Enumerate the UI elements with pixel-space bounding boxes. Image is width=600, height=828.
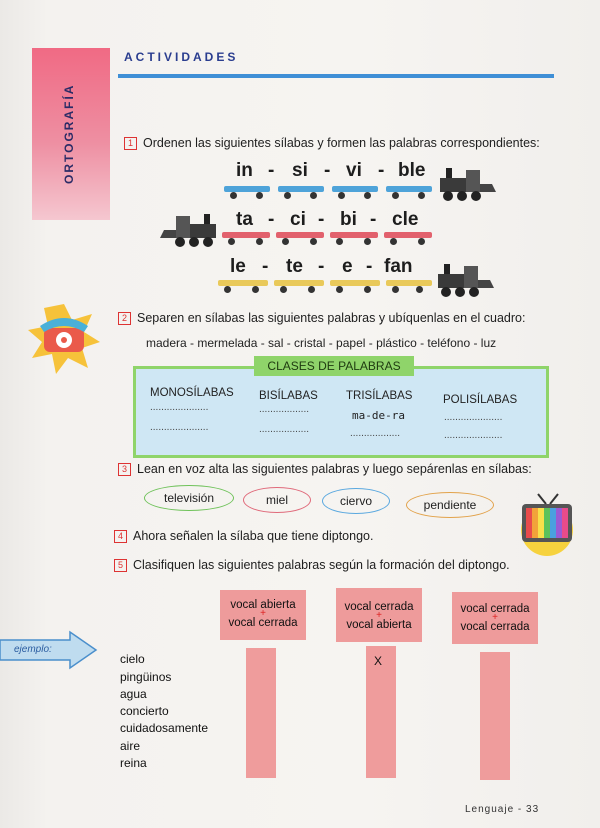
locomotive-icon — [434, 262, 500, 298]
answer-line[interactable]: .................. — [259, 404, 310, 415]
question-5 — [114, 558, 510, 572]
column-trisilabas: TRISÍLABAS — [346, 390, 413, 402]
category-3-top: vocal cerrada — [460, 603, 530, 615]
list-item: agua — [120, 687, 147, 701]
category-column — [480, 652, 510, 780]
category-1-bottom: vocal cerrada — [228, 617, 298, 629]
word-oval: pendiente — [406, 492, 494, 518]
plus-sign: + — [376, 610, 382, 621]
answer-line[interactable]: .................. — [350, 428, 401, 439]
television-icon — [512, 488, 582, 558]
category-3-bottom: vocal cerrada — [460, 621, 530, 633]
train-2-syllable-1: ta — [236, 209, 253, 230]
list-item: pingüinos — [120, 670, 172, 684]
train-3-dash-3: - — [366, 256, 373, 277]
train-2-dash-2: - — [318, 209, 325, 230]
column-polisilabas: POLISÍLABAS — [443, 394, 518, 406]
list-item: aire — [120, 739, 141, 753]
list-item: cielo — [120, 652, 145, 666]
train-1-syllable-3: vi — [346, 160, 362, 181]
answer-line[interactable]: .................. — [259, 424, 310, 435]
category-1-top: vocal abierta — [230, 599, 296, 611]
answer-line[interactable]: ..................... — [150, 422, 209, 433]
example-label: ejemplo: — [14, 644, 52, 655]
word-oval: televisión — [144, 485, 234, 511]
train-2-dash-1: - — [268, 209, 275, 230]
train-1-syllable-4: ble — [398, 160, 426, 181]
category-box-3 — [452, 592, 538, 644]
question-4 — [114, 529, 373, 543]
train-1-syllable-2: si — [292, 160, 308, 181]
train-1-dash-3: - — [378, 160, 385, 181]
train-3-syllable-3: e — [342, 256, 353, 277]
question-3-number: 3 — [118, 463, 131, 476]
train-1-syllable-1: in — [236, 160, 253, 181]
category-2-top: vocal cerrada — [344, 601, 414, 613]
train-car — [218, 280, 268, 286]
train-3 — [0, 0, 600, 320]
question-2-word-list: madera - mermelada - sal - cristal - papel - plástico - teléfono - luz — [146, 336, 497, 350]
telephone-icon — [26, 302, 102, 376]
section-tab-label: ORTOGRAFÍA — [62, 83, 76, 185]
list-item: cuidadosamente — [120, 721, 209, 735]
train-3-syllable-2: te — [286, 256, 303, 277]
word-oval: miel — [243, 487, 311, 513]
list-item: reina — [120, 756, 147, 770]
question-2-text: Separen en sílabas las siguientes palabras y ubíquenlas en el cuadro: — [137, 311, 526, 325]
question-3-text: Lean en voz alta las siguientes palabras y luego sepárenlas en sílabas: — [137, 462, 532, 476]
answer-line[interactable]: ..................... — [444, 412, 503, 423]
question-4-text: Ahora señalen la sílaba que tiene diptongo. — [133, 529, 374, 543]
category-box-1 — [220, 590, 306, 640]
column-bisilabas: BISÍLABAS — [259, 390, 318, 402]
train-2-dash-3: - — [370, 209, 377, 230]
question-2-number: 2 — [118, 312, 131, 325]
page-title: ACTIVIDADES — [124, 50, 239, 64]
train-1-dash-2: - — [324, 160, 331, 181]
category-column — [246, 648, 276, 778]
train-3-dash-1: - — [262, 256, 269, 277]
train-2-syllable-3: bi — [340, 209, 357, 230]
question-4-number: 4 — [114, 530, 127, 543]
train-3-syllable-4: fan — [384, 256, 413, 277]
list-item: concierto — [120, 704, 169, 718]
question-5-number: 5 — [114, 559, 127, 572]
question-1-text: Ordenen las siguientes sílabas y formen las palabras correspondientes: — [143, 136, 540, 150]
example-answer: ma-de-ra — [352, 409, 405, 422]
column-monosilabas: MONOSÍLABAS — [150, 387, 234, 399]
example-mark: X — [374, 654, 383, 668]
train-2-syllable-2: ci — [290, 209, 306, 230]
plus-sign: + — [260, 608, 266, 619]
train-3-syllable-1: le — [230, 256, 246, 277]
word-oval: ciervo — [322, 488, 390, 514]
category-box-2 — [336, 588, 422, 642]
answer-line[interactable]: ..................... — [150, 402, 209, 413]
page-number: Lenguaje - 33 — [465, 804, 540, 815]
train-car — [274, 280, 324, 286]
answer-line[interactable]: ..................... — [444, 430, 503, 441]
train-1-dash-1: - — [268, 160, 275, 181]
train-2-syllable-4: cle — [392, 209, 419, 230]
question-5-text: Clasifiquen las siguientes palabras según la formación del diptongo. — [133, 558, 510, 572]
category-2-bottom: vocal abierta — [346, 619, 412, 631]
question-2 — [118, 311, 525, 325]
question-1-number: 1 — [124, 137, 137, 150]
train-3-dash-2: - — [318, 256, 325, 277]
classes-table-title: CLASES DE PALABRAS — [254, 356, 414, 376]
question-3 — [118, 462, 532, 476]
train-car — [330, 280, 380, 286]
train-car — [386, 280, 432, 286]
plus-sign: + — [492, 612, 498, 623]
